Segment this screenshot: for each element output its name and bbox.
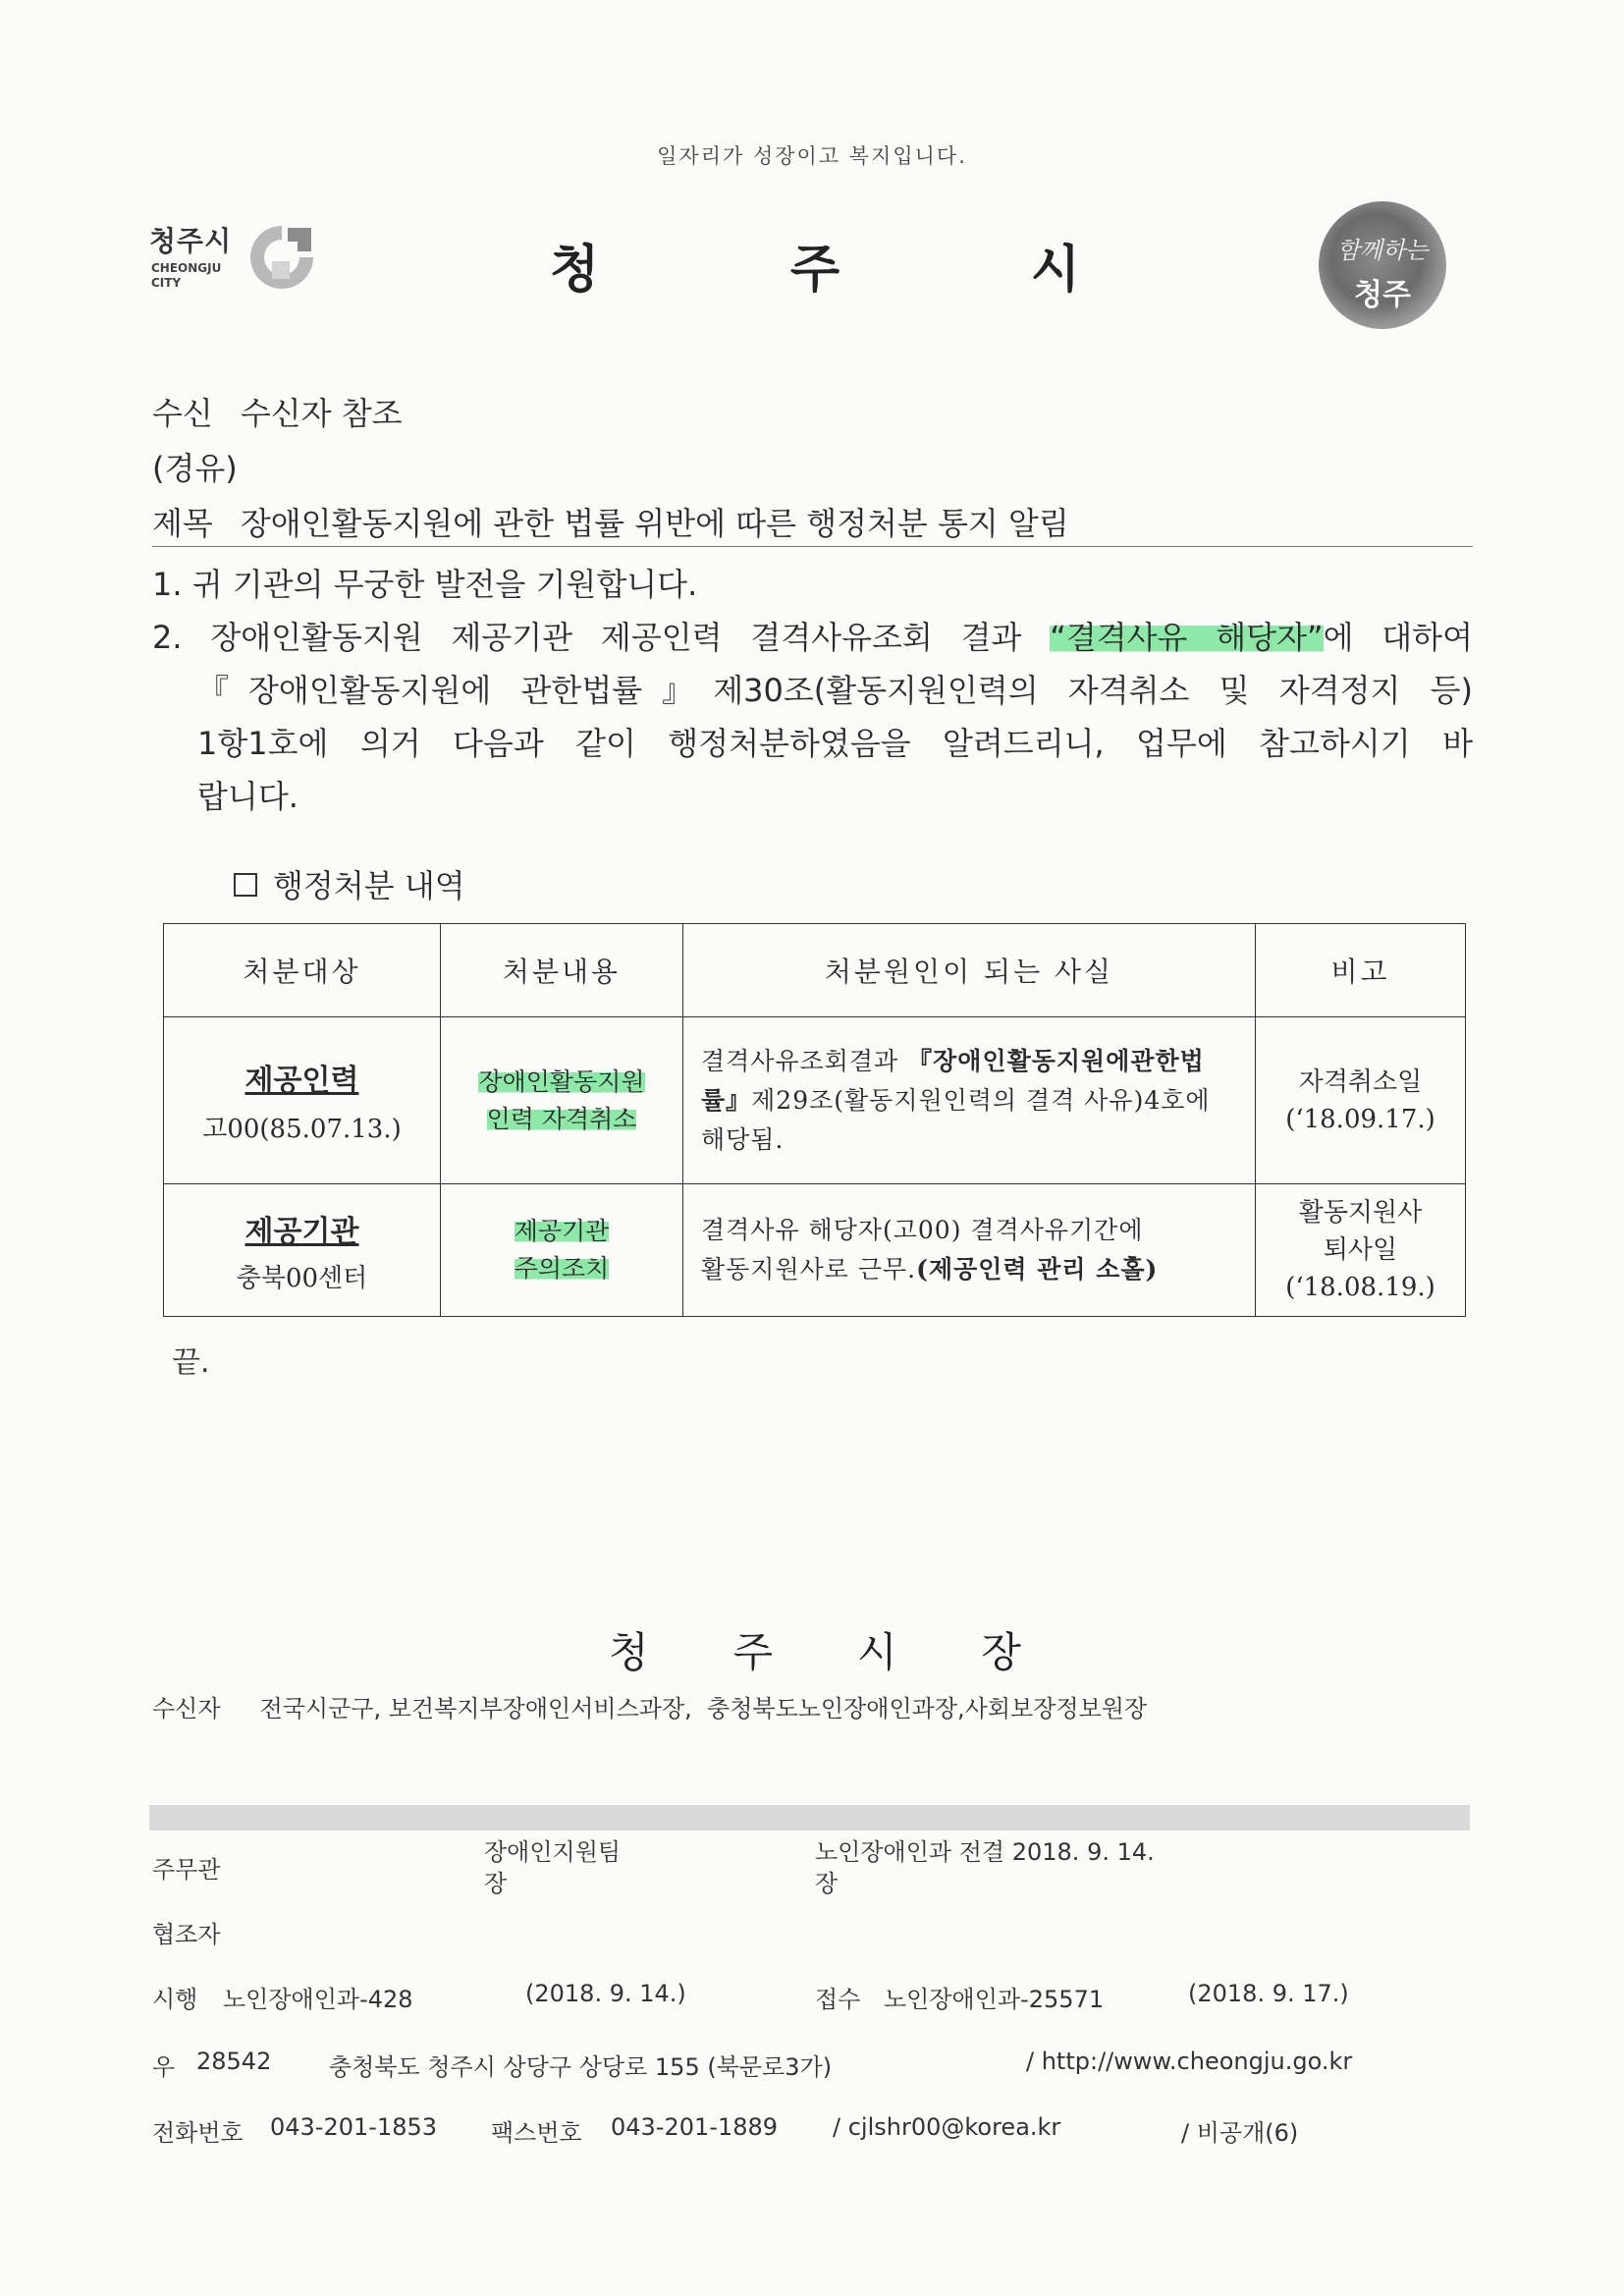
fact-cell: 결격사유 해당자(고00) 결격사유기간에 활동지원사로 근무.(제공인력 관리 소홀) [683,1184,1256,1317]
homepage-link[interactable]: / http://www.cheongju.go.kr [1026,2048,1353,2075]
table-header: 처분대상 [164,924,441,1017]
disclosure-status: / 비공개(6) [1181,2119,1299,2147]
paragraph-1: 1. 귀 기관의 무궁한 발전을 기원합니다. [152,566,698,603]
action-cell [441,1184,683,1317]
note-line: 활동지원사 [1298,1198,1423,1228]
emblem-line1: 함께하는 [1336,237,1429,264]
city-slogan-emblem [1319,201,1446,329]
logo-english-line2: CITY [151,276,182,290]
fact-cell: 결격사유조회결과 『장애인활동지원에관한법률』제29조(활동지원인력의 결격 사유)4호에 해당됨. [683,1017,1256,1184]
recipients-line [152,1689,1147,1723]
issuer-name: 청 주 시 장 [609,1628,1021,1676]
table-header: 처분원인이 되는 사실 [683,924,1256,1017]
table-header-row [164,924,1466,1017]
tel-label: 전화번호 [152,2119,244,2147]
paragraph-2-line2: 『장애인활동지원에 관한법률』제30조(활동지원인력의 자격취소 및 자격정지 등) [197,672,1473,709]
dept-line2: 장 [815,1870,839,1897]
footer-divider-bar [149,1805,1470,1831]
header-divider [152,546,1473,547]
officer-label: 주무관 [152,1856,221,1884]
email-link[interactable]: / cjlshr00@korea.kr [833,2113,1061,2141]
logo-english-line1: CHEONGJU [151,261,222,275]
note-line: 자격취소일 [1298,1066,1423,1097]
address: 충청북도 청주시 상당구 상당로 155 (북문로3가) [329,2053,833,2081]
disposition-table [163,923,1466,1317]
receipt-number: 노인장애인과-25571 [884,1986,1105,2013]
note-cell [1256,1017,1466,1184]
target-title: 제공인력 [244,1064,359,1098]
note-line: (‘18.09.17.) [1285,1104,1435,1134]
action-line: 제공기관 [514,1217,610,1245]
logo-mark-icon [243,218,321,297]
target-cell [164,1184,441,1317]
emblem-line2: 청주 [1354,278,1411,312]
recipients-label: 수신자 [152,1695,221,1722]
exec-label: 시행 [152,1986,198,2013]
target-sub: 충북00센터 [236,1263,368,1293]
table-row [164,1184,1466,1317]
exec-number: 노인장애인과-428 [223,1986,413,2013]
end-mark: 끝. [172,1345,210,1380]
table-header: 처분내용 [441,924,683,1017]
checkbox-square-icon [234,873,257,897]
receipt-date: (2018. 9. 17.) [1188,1980,1349,2007]
recipients-value: 전국시군구, 보건복지부장애인서비스과장, 충청북도노인장애인과장,사회보장정보원장 [259,1695,1148,1722]
recipient-line [152,389,403,434]
subject-label: 제목 [152,505,213,542]
team-line2: 장 [484,1870,508,1897]
table-header: 비고 [1256,924,1466,1017]
exec-date: (2018. 9. 14.) [525,1980,686,2007]
fax-label: 팩스번호 [491,2119,582,2147]
target-sub: 고00(85.07.13.) [202,1115,402,1144]
recipient-label: 수신 [152,395,213,432]
target-cell [164,1017,441,1184]
law-name: 『장애인활동지원에관한법률』 [701,1046,1205,1115]
action-line: 인력 자격취소 [486,1104,637,1133]
action-line: 주의조치 [514,1254,610,1283]
slogan: 일자리가 성장이고 복지입니다. [657,144,967,168]
document-title [550,228,1080,301]
action-cell [441,1017,683,1184]
cheongju-city-logo [149,218,326,297]
logo-korean-name: 청주시 [149,225,233,257]
target-title: 제공기관 [244,1214,359,1249]
recipient-value: 수신자 참조 [240,395,403,432]
table-row [164,1017,1466,1184]
section-title: 행정처분 내역 [234,861,465,906]
subject-line [152,499,1069,544]
title-char: 시 [1030,241,1080,300]
zip-label: 우 [152,2053,176,2081]
receipt-label: 접수 [815,1986,861,2013]
zip-code: 28542 [196,2048,272,2075]
note-cell [1256,1184,1466,1317]
via-line: (경유) [152,450,238,487]
fax-number: 043-201-1889 [611,2113,779,2141]
team-line1: 장애인지원팀 [484,1838,622,1866]
dept-line1: 노인장애인과 전결 2018. 9. 14. [815,1838,1155,1866]
paragraph-2-line1: 2. 장애인활동지원 제공기관 제공인력 결격사유조회 결과 “결격사유 해당자”에 대하여 [152,619,1473,656]
highlighted-phrase: “결격사유 해당자” [1050,619,1324,656]
title-char: 청 [550,241,600,300]
body-text [152,558,1473,823]
note-line: 퇴사일 [1323,1235,1398,1265]
title-char: 주 [789,241,840,300]
action-line: 장애인활동지원 [478,1066,645,1096]
tel-number: 043-201-1853 [270,2113,438,2141]
cooperator-label: 협조자 [152,1921,221,1948]
note-line: (‘18.08.19.) [1285,1273,1435,1302]
subject-value: 장애인활동지원에 관한 법률 위반에 따른 행정처분 통지 알림 [240,505,1069,542]
paragraph-2-line4: 랍니다. [197,778,298,815]
paragraph-2-line3: 1항1호에 의거 다음과 같이 행정처분하였음을 알려드리니, 업무에 참고하시기 바 [197,725,1473,762]
